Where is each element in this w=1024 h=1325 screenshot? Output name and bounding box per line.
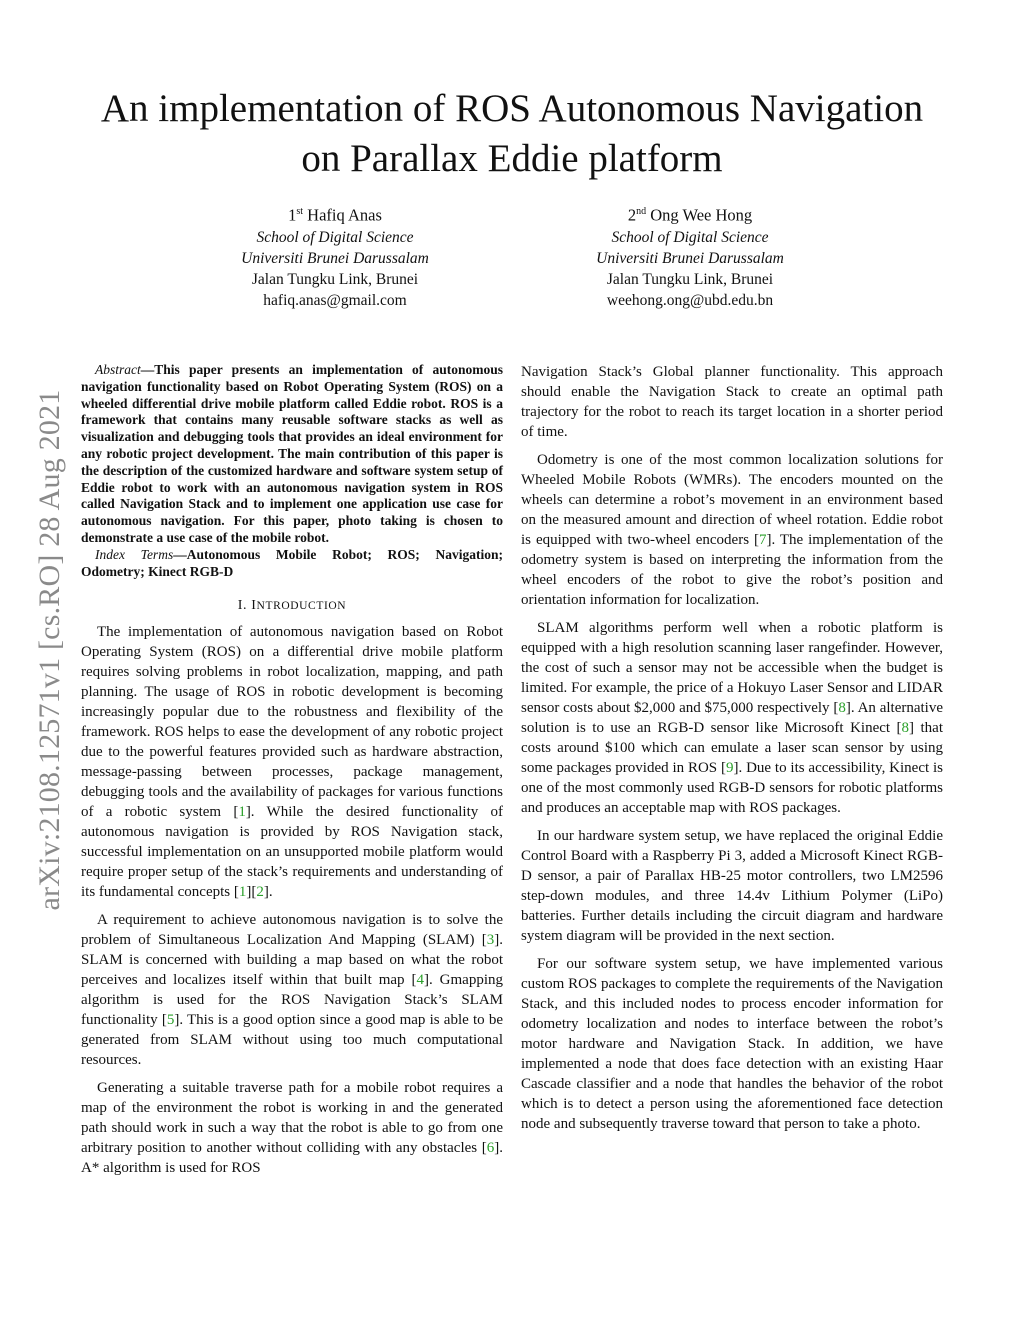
text-span: Odometry is one of the most common localization solutions for Wheeled Mobile Robots (WMRs). The encoders mounted on the wheels can determine a robot’s movement in an environment based on the measured amount and direction of wheel rotation. Eddie robot is equipped with two-wheel encoders [ <box>521 452 943 548</box>
author-1-university: Universiti Brunei Darussalam <box>241 249 429 267</box>
text-span: ] that costs around $100 which can emulate a laser scan sensor by using some packages provided in ROS [ <box>521 720 943 776</box>
author-2-dept: School of Digital Science <box>611 228 769 246</box>
author-1-name: Hafiq Anas <box>307 205 382 225</box>
text-span: ]. While the desired functionality of autonomous navigation is provided by ROS Navigation stack, successful implementation on an unsupported mobile platform would require proper setup of the stack’s requirements and understanding of its fundamental concepts [ <box>81 804 503 901</box>
index-terms <box>81 547 503 581</box>
citation-link[interactable]: 8 <box>901 720 910 736</box>
citation-link[interactable]: 2 <box>256 884 264 901</box>
intro-paragraph-1 <box>81 622 503 902</box>
text-span: ][ <box>246 884 257 901</box>
citation-link[interactable]: 3 <box>486 932 495 949</box>
author-2-email[interactable]: weehong.ong@ubd.edu.bn <box>606 291 774 309</box>
text-span: ]. <box>263 884 273 901</box>
author-block-1 <box>185 201 485 311</box>
arxiv-sidebar <box>32 350 68 950</box>
author-2-ordinal-suffix: nd <box>636 206 647 217</box>
author-2-address: Jalan Tungku Link, Brunei <box>606 270 774 288</box>
citation-link[interactable]: 4 <box>416 972 424 989</box>
text-span: A requirement to achieve autonomous navigation is to solve the problem of Simultaneous Localization And Mapping (SLAM) [ <box>81 912 503 949</box>
text-span: ]. An alternative solution is to use an RGB-D sensor like Microsoft Kinect [ <box>521 700 943 736</box>
citation-link[interactable]: 7 <box>758 532 767 548</box>
author-2-name-line <box>540 201 840 226</box>
section-number: I. <box>237 598 248 614</box>
text-span: SLAM algorithms perform well when a robotic platform is equipped with a high resolution scanning laser rangefinder. However, the cost of such a sensor may not be accessible when the budget is limited. For example, the price of a Hokuyo Laser Sensor and LIDAR sensor costs about $2,000 and $75,000 respectively [ <box>521 620 943 716</box>
index-terms-label: Index Terms <box>95 546 174 562</box>
abstract-label: Abstract <box>95 362 141 377</box>
text-span: ]. Due to its accessibility, Kinect is one of the most commonly used RGB-D sensors for robotic platforms and produces an acceptable map with ROS packages. <box>521 760 943 816</box>
author-1-address: Jalan Tungku Link, Brunei <box>251 270 419 288</box>
citation-link[interactable]: 9 <box>725 760 734 776</box>
author-1-email[interactable]: hafiq.anas@gmail.com <box>263 291 407 309</box>
author-2-ordinal: 2 <box>627 205 637 225</box>
author-2-name: Ong Wee Hong <box>650 205 753 225</box>
text-span: Generating a suitable traverse path for a mobile robot requires a map of the environment the robot is working in and the generated path should work in such a way that the robot is able to go from one arbitrary position to another without colliding with any obstacles [ <box>81 1080 503 1157</box>
arxiv-identifier: arXiv:2108.12571v1 [cs.RO] 28 Aug 2021 <box>33 389 66 911</box>
author-1-ordinal-suffix: st <box>296 206 304 217</box>
citation-link[interactable]: 6 <box>486 1140 495 1157</box>
text-span: ]. Gmapping algorithm is used for the ROS Navigation Stack’s SLAM functionality [ <box>81 972 504 1029</box>
text-span: ]. SLAM is concerned with building a map based on what the robot perceives and localizes itself within that built map [ <box>81 932 503 989</box>
citation-link[interactable]: 1 <box>238 804 246 821</box>
title-line-1: An implementation of ROS Autonomous Navigation <box>100 87 924 130</box>
right-paragraph-4: In our hardware system setup, we have replaced the original Eddie Control Board with a Raspberry Pi 3, added a Microsoft Kinect RGB-D sensor, a pair of Parallax HB-25 motor controllers, two LM2596 step-down modules, and three 14.4v Lithium Polymer (LiPo) batteries. Further details including the circuit diagram and hardware system diagram will be provided in the next section. <box>521 828 943 944</box>
text-span: ]. The implementation of the odometry system is based on interpreting the information from the wheel encoders of the robot to give the robot’s position and orientation information for localization. <box>521 532 943 608</box>
title-line-2: on Parallax Eddie platform <box>301 137 723 180</box>
section-title-initial: I <box>251 598 257 614</box>
author-1-dept: School of Digital Science <box>256 228 414 246</box>
abstract-text: —This paper presents an implementation of autonomous navigation functionality based on Robot Operating System (ROS) on a wheeled differential drive mobile platform called Eddie robot. ROS is a framework that contains many reusable software stacks as well as visualization and debugging tools that provides an ideal environment for any robotic project development. The main contribution of this paper is the description of the customized hardware and software system setup of Eddie robot to work with an autonomous navigation system in ROS called Navigation Stack and to implement one application use case for autonomous navigation. For this paper, photo taking is chosen to demonstrate a use case of the mobile robot. <box>81 362 503 545</box>
author-1-name-line <box>185 201 485 226</box>
abstract <box>81 362 503 547</box>
index-terms-text: —Autonomous Mobile Robot; ROS; Navigation; Odometry; Kinect RGB-D <box>81 546 504 579</box>
section-heading-introduction <box>81 596 503 616</box>
right-paragraph-1: Navigation Stack’s Global planner functionality. This approach should enable the Navigation Stack to create an optimal path trajectory for the robot to reach its target location in a shorter period of time. <box>521 364 943 440</box>
citation-link[interactable]: 8 <box>838 700 846 716</box>
right-paragraph-5: For our software system setup, we have implemented various custom ROS packages to complete the requirements of the Navigation Stack, and this included nodes to process encoder information for odometry localization and nodes to interface between the robot’s motor hardware and Navigation Stack. In addition, we have implemented a node that does face detection with an existing Haar Cascade classifier and a node that handles the behavior of the robot which is to detect a person using the aforementioned face detection node and subsequently traverse toward that person to take a photo. <box>521 956 943 1132</box>
author-1-ordinal: 1 <box>288 205 297 225</box>
right-column <box>521 362 943 1142</box>
left-column <box>81 362 503 1186</box>
paper-title <box>80 84 944 184</box>
author-block-2 <box>540 201 840 311</box>
text-span: ]. This is a good option since a good map is able to be generated from SLAM without using too much computational resources. <box>81 1012 503 1069</box>
text-span: ]. A* algorithm is used for ROS <box>81 1140 503 1177</box>
right-paragraph-3 <box>521 618 943 818</box>
text-span: The implementation of autonomous navigation based on Robot Operating System (ROS) on a differential drive mobile platform requires solving problems in robot localization, mapping, and path planning. The usage of ROS in robotic development is becoming increasingly popular due to the robustness and flexibility of the framework. ROS helps to ease the development of any robotic project due to the powerful features provided such as hardware abstraction, message-passing between processes, package management, debugging tools and the availability of packages for various functions of a robotic system [ <box>81 624 503 821</box>
citation-link[interactable]: 5 <box>166 1012 175 1029</box>
citation-link[interactable]: 1 <box>238 884 247 901</box>
section-title-rest: NTRODUCTION <box>256 600 347 613</box>
intro-paragraph-2 <box>81 910 503 1070</box>
intro-paragraph-3 <box>81 1078 503 1178</box>
author-2-university: Universiti Brunei Darussalam <box>596 249 784 267</box>
right-paragraph-2 <box>521 450 943 610</box>
